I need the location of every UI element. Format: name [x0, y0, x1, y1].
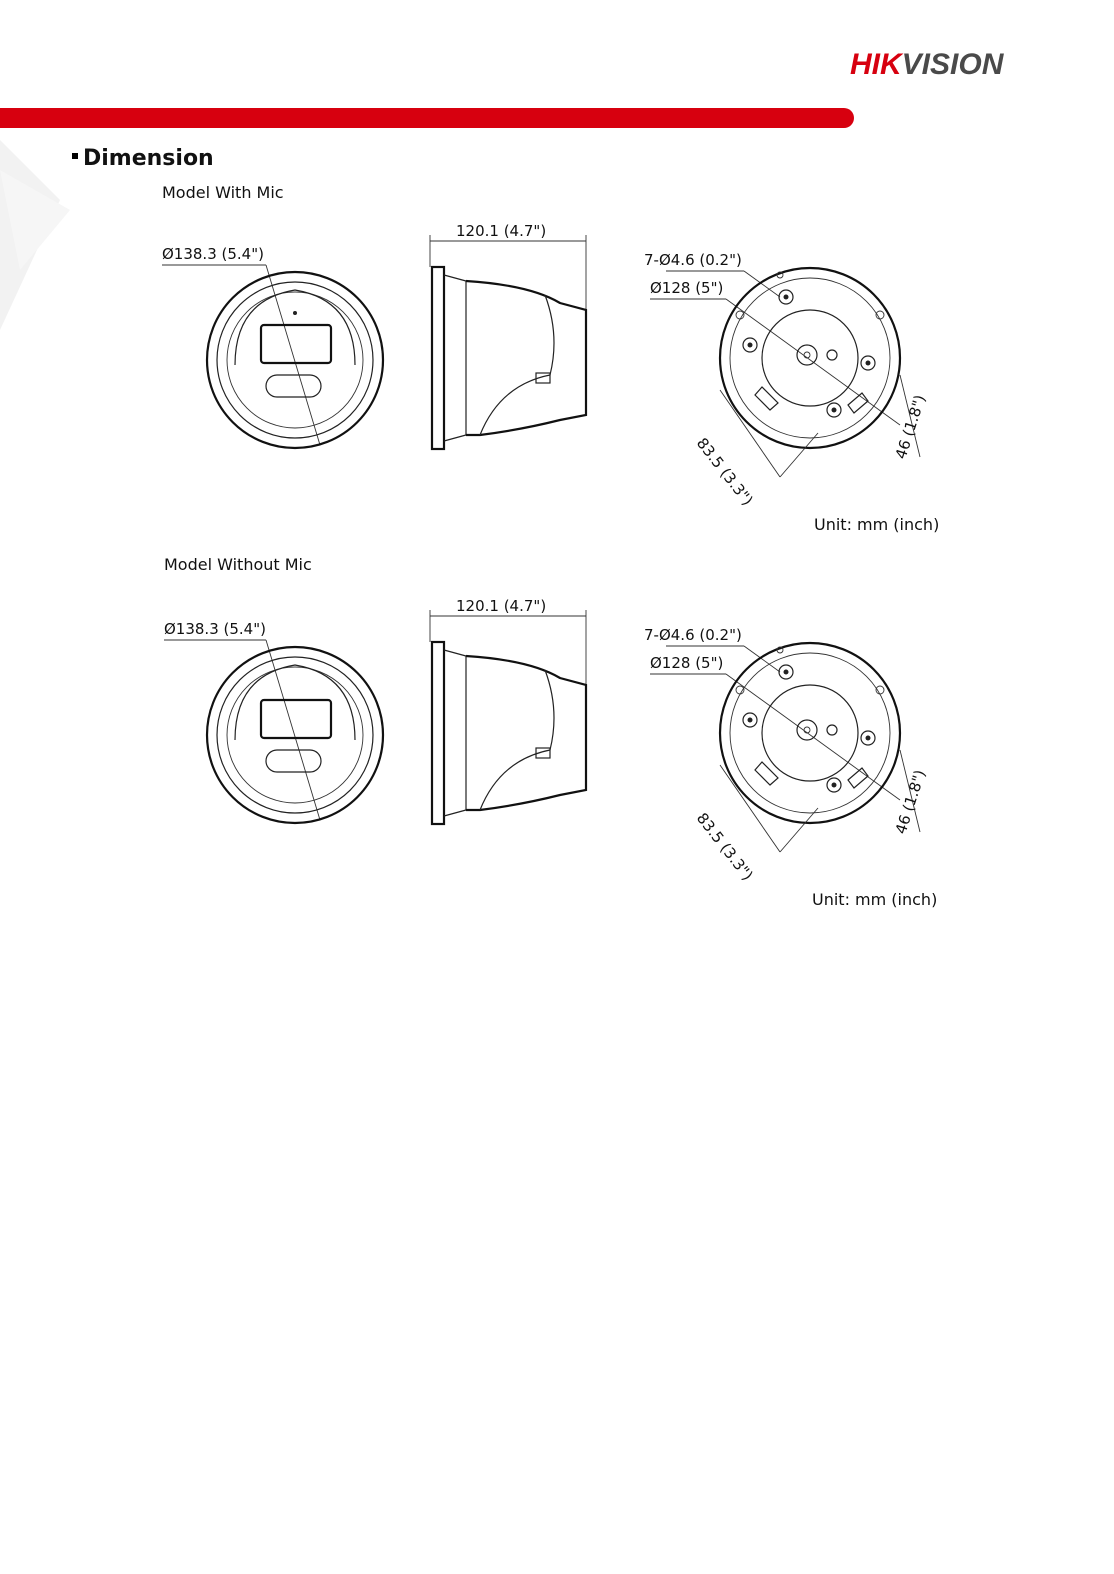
base-view — [644, 626, 929, 884]
front-diameter-label: Ø138.3 (5.4") — [162, 245, 264, 263]
side-view — [430, 222, 586, 449]
front-diameter-label: Ø138.3 (5.4") — [164, 620, 266, 638]
watermark-graphic — [0, 130, 80, 350]
front-view — [164, 620, 383, 823]
base-diameter-label: Ø128 (5") — [650, 279, 724, 297]
header-red-bar — [0, 108, 854, 128]
spacing-a-label: 83.5 (3.3") — [692, 434, 757, 509]
base-view — [644, 251, 929, 509]
unit-label: Unit: mm (inch) — [812, 890, 938, 909]
svg-text:HIKVISION: HIKVISION — [850, 48, 1004, 81]
hikvision-logo — [850, 44, 1060, 84]
holes-label: 7-Ø4.6 (0.2") — [644, 251, 742, 269]
base-diameter-label: Ø128 (5") — [650, 654, 724, 672]
model-label: Model With Mic — [162, 183, 284, 202]
spacing-b-label: 46 (1.8") — [891, 392, 930, 462]
spacing-b-label: 46 (1.8") — [891, 767, 930, 837]
side-depth-label: 120.1 (4.7") — [456, 222, 547, 240]
section-title: Dimension — [72, 146, 214, 171]
side-view — [430, 597, 586, 824]
bullet-icon — [72, 153, 78, 159]
model-label: Model Without Mic — [164, 555, 312, 574]
dimension-drawing — [140, 215, 960, 515]
side-depth-label: 120.1 (4.7") — [456, 597, 547, 615]
holes-label: 7-Ø4.6 (0.2") — [644, 626, 742, 644]
front-view — [162, 245, 383, 448]
spacing-a-label: 83.5 (3.3") — [692, 809, 757, 884]
dimension-drawing — [140, 590, 960, 890]
unit-label: Unit: mm (inch) — [814, 515, 940, 534]
